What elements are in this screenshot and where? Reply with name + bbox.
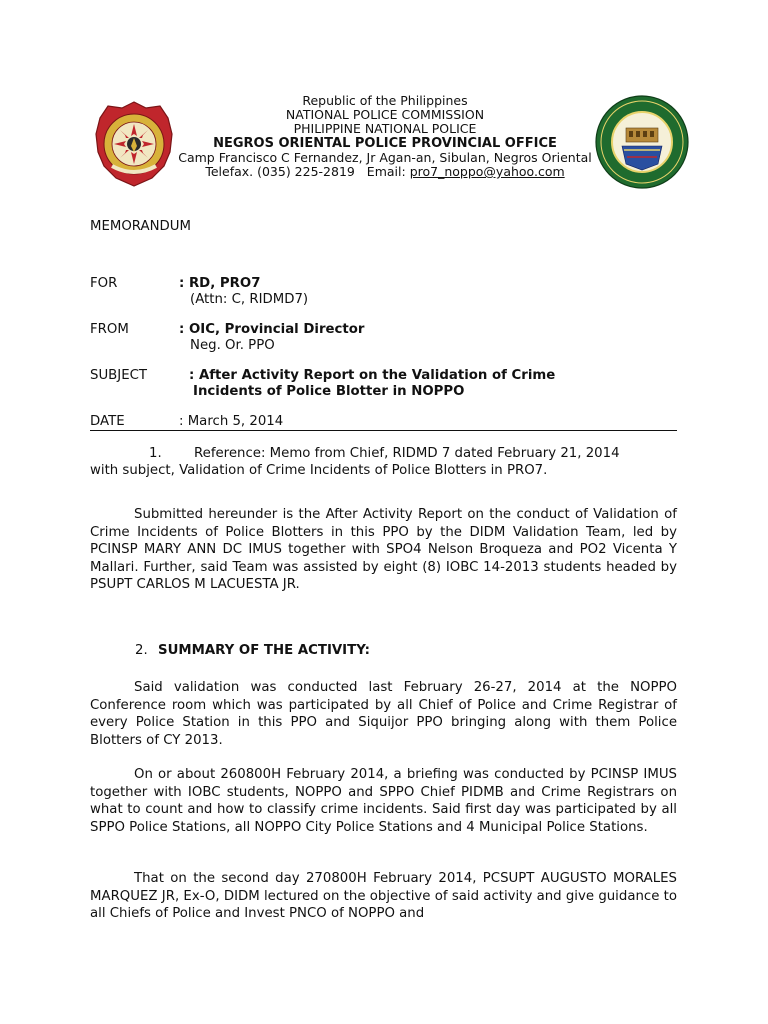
for-value: : RD, PRO7 (179, 276, 261, 291)
paragraph-validation: Said validation was conducted last February 26-27, 2014 at the NOPPO Conference room which was participated by all Chief of Police and Crime Registrar of every Police Station in this PPO and Siquijor PPO bringing along with them Police Blotters of CY 2013. (90, 680, 677, 748)
letterhead-email-link[interactable]: pro7_noppo@yahoo.com (409, 164, 565, 180)
paragraph-second-day: That on the second day 270800H February 2014, PCSUPT AUGUSTO MORALES MARQUEZ JR, Ex-O, DIDM lectured on the objective of said activity and give guidance to all Chiefs of Police and Invest PNCO of NOPPO and (90, 871, 677, 921)
letterhead-napolcom: NATIONAL POLICE COMMISSION (285, 107, 485, 123)
date-label: DATE (90, 414, 125, 429)
subject-label: SUBJECT (90, 368, 148, 383)
item-2-number: 2. (135, 643, 148, 658)
from-sub: Neg. Or. PPO (190, 338, 275, 353)
from-value: : OIC, Provincial Director (179, 322, 365, 337)
letterhead-address: Camp Francisco C Fernandez, Jr Agan-an, Sibulan, Negros Oriental (178, 149, 592, 165)
paragraph-briefing: On or about 260800H February 2014, a briefing was conducted by PCINSP IMUS together with IOBC students, NOPPO and SPPO Chief PIDMB and Crime Registrars on what to count and how to classify crime incidents. Said first day was participated by all SPPO Police Stations, all NOPPO City Police Stations and 4 Municipal Police Stations. (90, 767, 677, 835)
header-divider (90, 430, 677, 431)
item-1-reference: Reference: Memo from Chief, RIDMD 7 dated February 21, 2014 (194, 446, 620, 461)
provincial-office-seal-logo (594, 94, 690, 190)
item-1-number: 1. (149, 446, 162, 461)
for-attn: (Attn: C, RIDMD7) (190, 292, 309, 307)
letterhead-email-label: Email: (366, 164, 406, 180)
letterhead (120, 94, 650, 179)
letterhead-pnp: PHILIPPINE NATIONAL POLICE (293, 121, 477, 137)
paragraph-submitted: Submitted hereunder is the After Activity Report on the conduct of Validation of Crime Incidents of Police Blotters in this PPO by the DIDM Validation Team, led by PCINSP MARY ANN DC IMUS together with SPO4 Nelson Broqueza and PO2 Vicenta Y Mallari. Further, said Team was assisted by eight (8) IOBC 14-2013 students headed by PSUPT CARLOS M LACUESTA JR. (90, 507, 677, 592)
letterhead-contact (120, 165, 650, 179)
letterhead-office: NEGROS ORIENTAL POLICE PROVINCIAL OFFICE (213, 135, 557, 151)
item-2-title: SUMMARY OF THE ACTIVITY: (158, 643, 370, 658)
item-1-reference-cont: with subject, Validation of Crime Incidents of Police Blotters in PRO7. (90, 463, 548, 478)
letterhead-republic: Republic of the Philippines (302, 93, 468, 108)
date-value: : March 5, 2014 (179, 414, 284, 429)
letterhead-telefax: Telefax. (035) 225-2819 (205, 164, 355, 180)
memo-type: MEMORANDUM (90, 219, 191, 234)
for-label: FOR (90, 276, 118, 291)
subject-line-2: Incidents of Police Blotter in NOPPO (193, 384, 465, 399)
from-label: FROM (90, 322, 129, 337)
subject-line-1: : After Activity Report on the Validation of Crime (189, 368, 556, 383)
